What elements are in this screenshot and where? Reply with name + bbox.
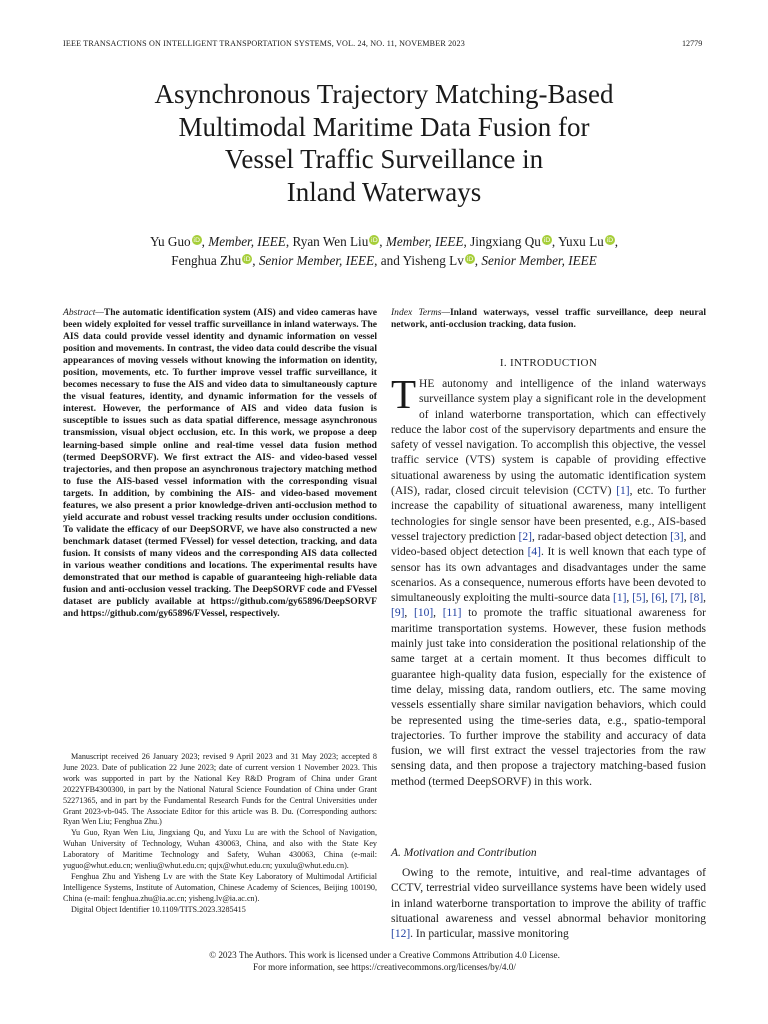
orcid-icon[interactable]: iD — [543, 236, 551, 244]
footnote-affiliation: Yu Guo, Ryan Wen Liu, Jingxiang Qu, and Yuxu Lu are with the School of Navigation, Wuhan University of Technology, Wuhan 430063, China, and also with the State Key Laboratory of Maritime Technology and Safety, Wuhan 430063, China (e-mail: yuguo@whut.edu.cn; wenliu@whut.edu.cn; qujx@whut.edu.cn; yuxulu@whut.edu.cn). — [63, 828, 377, 871]
page-number: 12779 — [682, 39, 703, 48]
paper-title — [60, 78, 708, 208]
section-heading: I. INTRODUCTION — [499, 357, 598, 369]
license-notice — [63, 949, 706, 973]
intro-text: autonomy and intelligence of the inland waterways surveillance system play a significant role in the development of inland waterborne transportation, which can effectively reduce the labor cost of the supervisory departments and ensure the safety of vessel navigation. To accomplish this objective, the vessel traffic service (VTS) system is capable of providing effective situational awareness by using the automatic identification system (AIS), radar, closed circuit television (CCTV) — [391, 378, 706, 498]
index-terms-label: Index Terms— — [391, 307, 450, 318]
citation-link[interactable]: [5] — [632, 592, 646, 605]
caps-word: HE — [419, 378, 435, 390]
intro-text: , — [664, 592, 671, 605]
author-name: Jingxiang Qu — [470, 234, 541, 249]
index-terms — [391, 307, 706, 331]
citation-link[interactable]: [7] — [670, 592, 684, 605]
citation-link[interactable]: [8] — [689, 592, 704, 605]
author-role: Member, IEEE — [385, 234, 464, 249]
author-list — [70, 232, 698, 270]
drop-cap: T — [391, 371, 417, 417]
citation-link[interactable]: [9] — [391, 607, 405, 620]
title-line: Vessel Traffic Surveillance in — [224, 144, 544, 174]
license-line: © 2023 The Authors. This work is licensed under a Creative Commons Attribution 4.0 License. — [209, 950, 560, 960]
subsection-text: Owing to the remote, intuitive, and real-time advantages of CCTV, terrestrial video surveillance systems have been widely used in inland waterborne transportation to improve the ability of traffic situational awareness and vessel abnormal behavior monitoring — [391, 867, 706, 925]
author-role: Senior Member, IEEE — [258, 253, 375, 268]
subsection-heading: A. Motivation and Contribution — [391, 847, 537, 859]
abstract — [63, 307, 377, 620]
intro-text: , — [645, 592, 652, 605]
intro-text: to promote the traffic situational awareness for maritime transportation systems. However, these fusion methods mainly just take into consideration the positional relationship of the same target at a certain moment. It thus becomes difficult to guarantee high-quality data fusion, especially for the existence of time delay, missing data, random outliers, etc. The same moving vessels essentially share similar navigation behaviors, which could be represented using the time-series data, e.g., spatio-temporal trajectories. To further improve the stability and accuracy of data fusion, we will first extract the vessel trajectories from the raw sensing data, and then propose a trajectory matching-based fusion method (termed DeepSORVF) in this work. — [391, 607, 706, 788]
citation-link[interactable]: [10] — [413, 607, 434, 620]
title-line: Asynchronous Trajectory Matching-Based — [154, 79, 614, 109]
index-terms-text: Inland waterways, vessel traffic surveillance, deep neural network, anti-occlusion tracking, data fusion. — [391, 307, 706, 331]
author-name: Yuxu Lu — [557, 234, 604, 249]
citation-link[interactable]: [1] — [613, 592, 627, 605]
author-line: Fenghua Zhu iD , Senior Member, IEEE, and Yisheng Lv iD , Senior Member, IEEE — [171, 253, 597, 268]
license-link[interactable]: For more information, see https://creativecommons.org/licenses/by/4.0/ — [253, 962, 516, 972]
intro-text: , and video-based object detection — [391, 530, 706, 559]
footnote-manuscript: Manuscript received 26 January 2023; revised 9 April 2023 and 31 May 2023; accepted 8 June 2023. Date of publication 22 June 2023; date of current version 1 November 2023. This work was supported in part by the National Key R&D Program of China under Grant 2022YFB4300300, in part by the National Natural Science Foundation of China under Grant 52271365, and in part by the Fundamental Research Funds for the Central Universities under Grant 2023-vb-045. The Associate Editor for this article was B. Du. (Corresponding authors: Ryan Wen Liu; Fenghua Zhu.) — [63, 752, 377, 827]
citation-link[interactable]: [2] — [518, 530, 532, 543]
citation-link[interactable]: [12] — [391, 928, 411, 941]
intro-text: , etc. To further increase the capability of situational awareness, many intelligent technologies for single sensor have been presented, e.g., AIS-based vessel trajectory prediction — [391, 485, 706, 543]
author-role: Senior Member, IEEE — [481, 253, 597, 268]
running-header: IEEE TRANSACTIONS ON INTELLIGENT TRANSPORTATION SYSTEMS, VOL. 24, NO. 11, NOVEMBER 2023 — [63, 39, 465, 48]
citation-link[interactable]: [1] — [616, 485, 630, 498]
intro-text: , — [703, 592, 707, 605]
orcid-icon[interactable]: iD — [370, 236, 378, 244]
author-name: Fenghua Zhu — [171, 253, 242, 268]
footnote-doi: Digital Object Identifier 10.1109/TITS.2023.3285415 — [71, 904, 246, 914]
intro-text: , — [626, 592, 633, 605]
author-name: Yisheng Lv — [402, 253, 464, 268]
title-line: Inland Waterways — [286, 176, 482, 207]
author-name: Ryan Wen Liu — [292, 234, 369, 249]
intro-text: , — [683, 592, 690, 605]
footnote-affiliation: Fenghua Zhu and Yisheng Lv are with the State Key Laboratory of Multimodal Artificial Intelligence Systems, Institute of Automation, Chinese Academy of Sciences, Beijing 100190, China (e-mail: fenghua.zhu@ia.ac.cn; yisheng.lv@ia.ac.cn). — [63, 871, 377, 903]
citation-link[interactable]: [3] — [670, 530, 684, 543]
intro-text: . It is well known that each type of sensor has its own advantages and disadvantages under the same scenarios. As a consequence, numerous efforts have been devoted to simultaneously exploiting the multi-source data — [391, 546, 706, 605]
intro-text: , — [433, 607, 443, 620]
author-name: Yu Guo — [149, 234, 191, 249]
citation-link[interactable]: [6] — [651, 592, 665, 605]
intro-text: , radar-based object detection — [531, 530, 671, 543]
subsection-paragraph — [391, 866, 706, 942]
orcid-icon[interactable]: iD — [193, 236, 201, 244]
orcid-icon[interactable]: iD — [243, 255, 251, 263]
title-line: Multimodal Maritime Data Fusion for — [178, 111, 590, 142]
citation-link[interactable]: [4] — [527, 546, 541, 559]
introduction-paragraph — [391, 371, 707, 790]
footnotes — [63, 752, 377, 916]
author-role: Member, IEEE — [208, 234, 286, 249]
subsection-text: . In particular, massive monitoring — [410, 928, 569, 941]
citation-link[interactable]: [11] — [442, 607, 462, 620]
orcid-icon[interactable]: iD — [466, 255, 474, 263]
orcid-icon[interactable]: iD — [606, 236, 614, 244]
abstract-text: The automatic identification system (AIS) and video cameras have been widely exploited for vessel traffic surveillance in inland waterways. The AIS data could provide vessel identity and dynamic information on vessel position and movements. In contrast, the video data could describe the visual appearances of moving vessels without knowing the information on identity, position, movements, etc. To further improve vessel traffic surveillance, it becomes necessary to fuse the AIS and video data to simultaneously capture the visual features, identity, and dynamic information for the vessels of interest. However, the performance of AIS and video data fusion is susceptible to issues such as data spatial difference, message asynchronous transmission, visual object occlusion, etc. In this work, we propose a deep learning-based simple online and real-time vessel data fusion method (termed DeepSORVF). We first extract the AIS- and video-based vessel trajectories, and then propose an asynchronous trajectory matching method to fuse the AIS-based vessel information with the corresponding visual targets. In addition, by combining the AIS- and video-based movement features, we also present a prior knowledge-driven anti-occlusion method to yield accurate and robust vessel tracking results under occlusion conditions. To validate the efficacy of our DeepSORVF, we have also constructed a new benchmark dataset (termed FVessel) for vessel detection, tracking, and data fusion. It consists of many videos and the corresponding AIS data collected in various weather conditions and locations. The experimental results have demonstrated that our method is capable of guaranteeing high-reliable data fusion and anti-occlusion vessel tracking. The DeepSORVF code and FVessel dataset are publicly available at https://github.com/gy65896/DeepSORVF and https://github.com/gy65896/FVessel, respectively. — [63, 307, 377, 620]
author-line: Yu Guo iD , Member, IEEE, Ryan Wen Liu iD , Member, IEEE, Jingxiang Qu iD , Yuxu Lu iD , — [149, 234, 619, 249]
intro-text: , — [404, 607, 414, 620]
abstract-label: Abstract— — [63, 307, 104, 318]
